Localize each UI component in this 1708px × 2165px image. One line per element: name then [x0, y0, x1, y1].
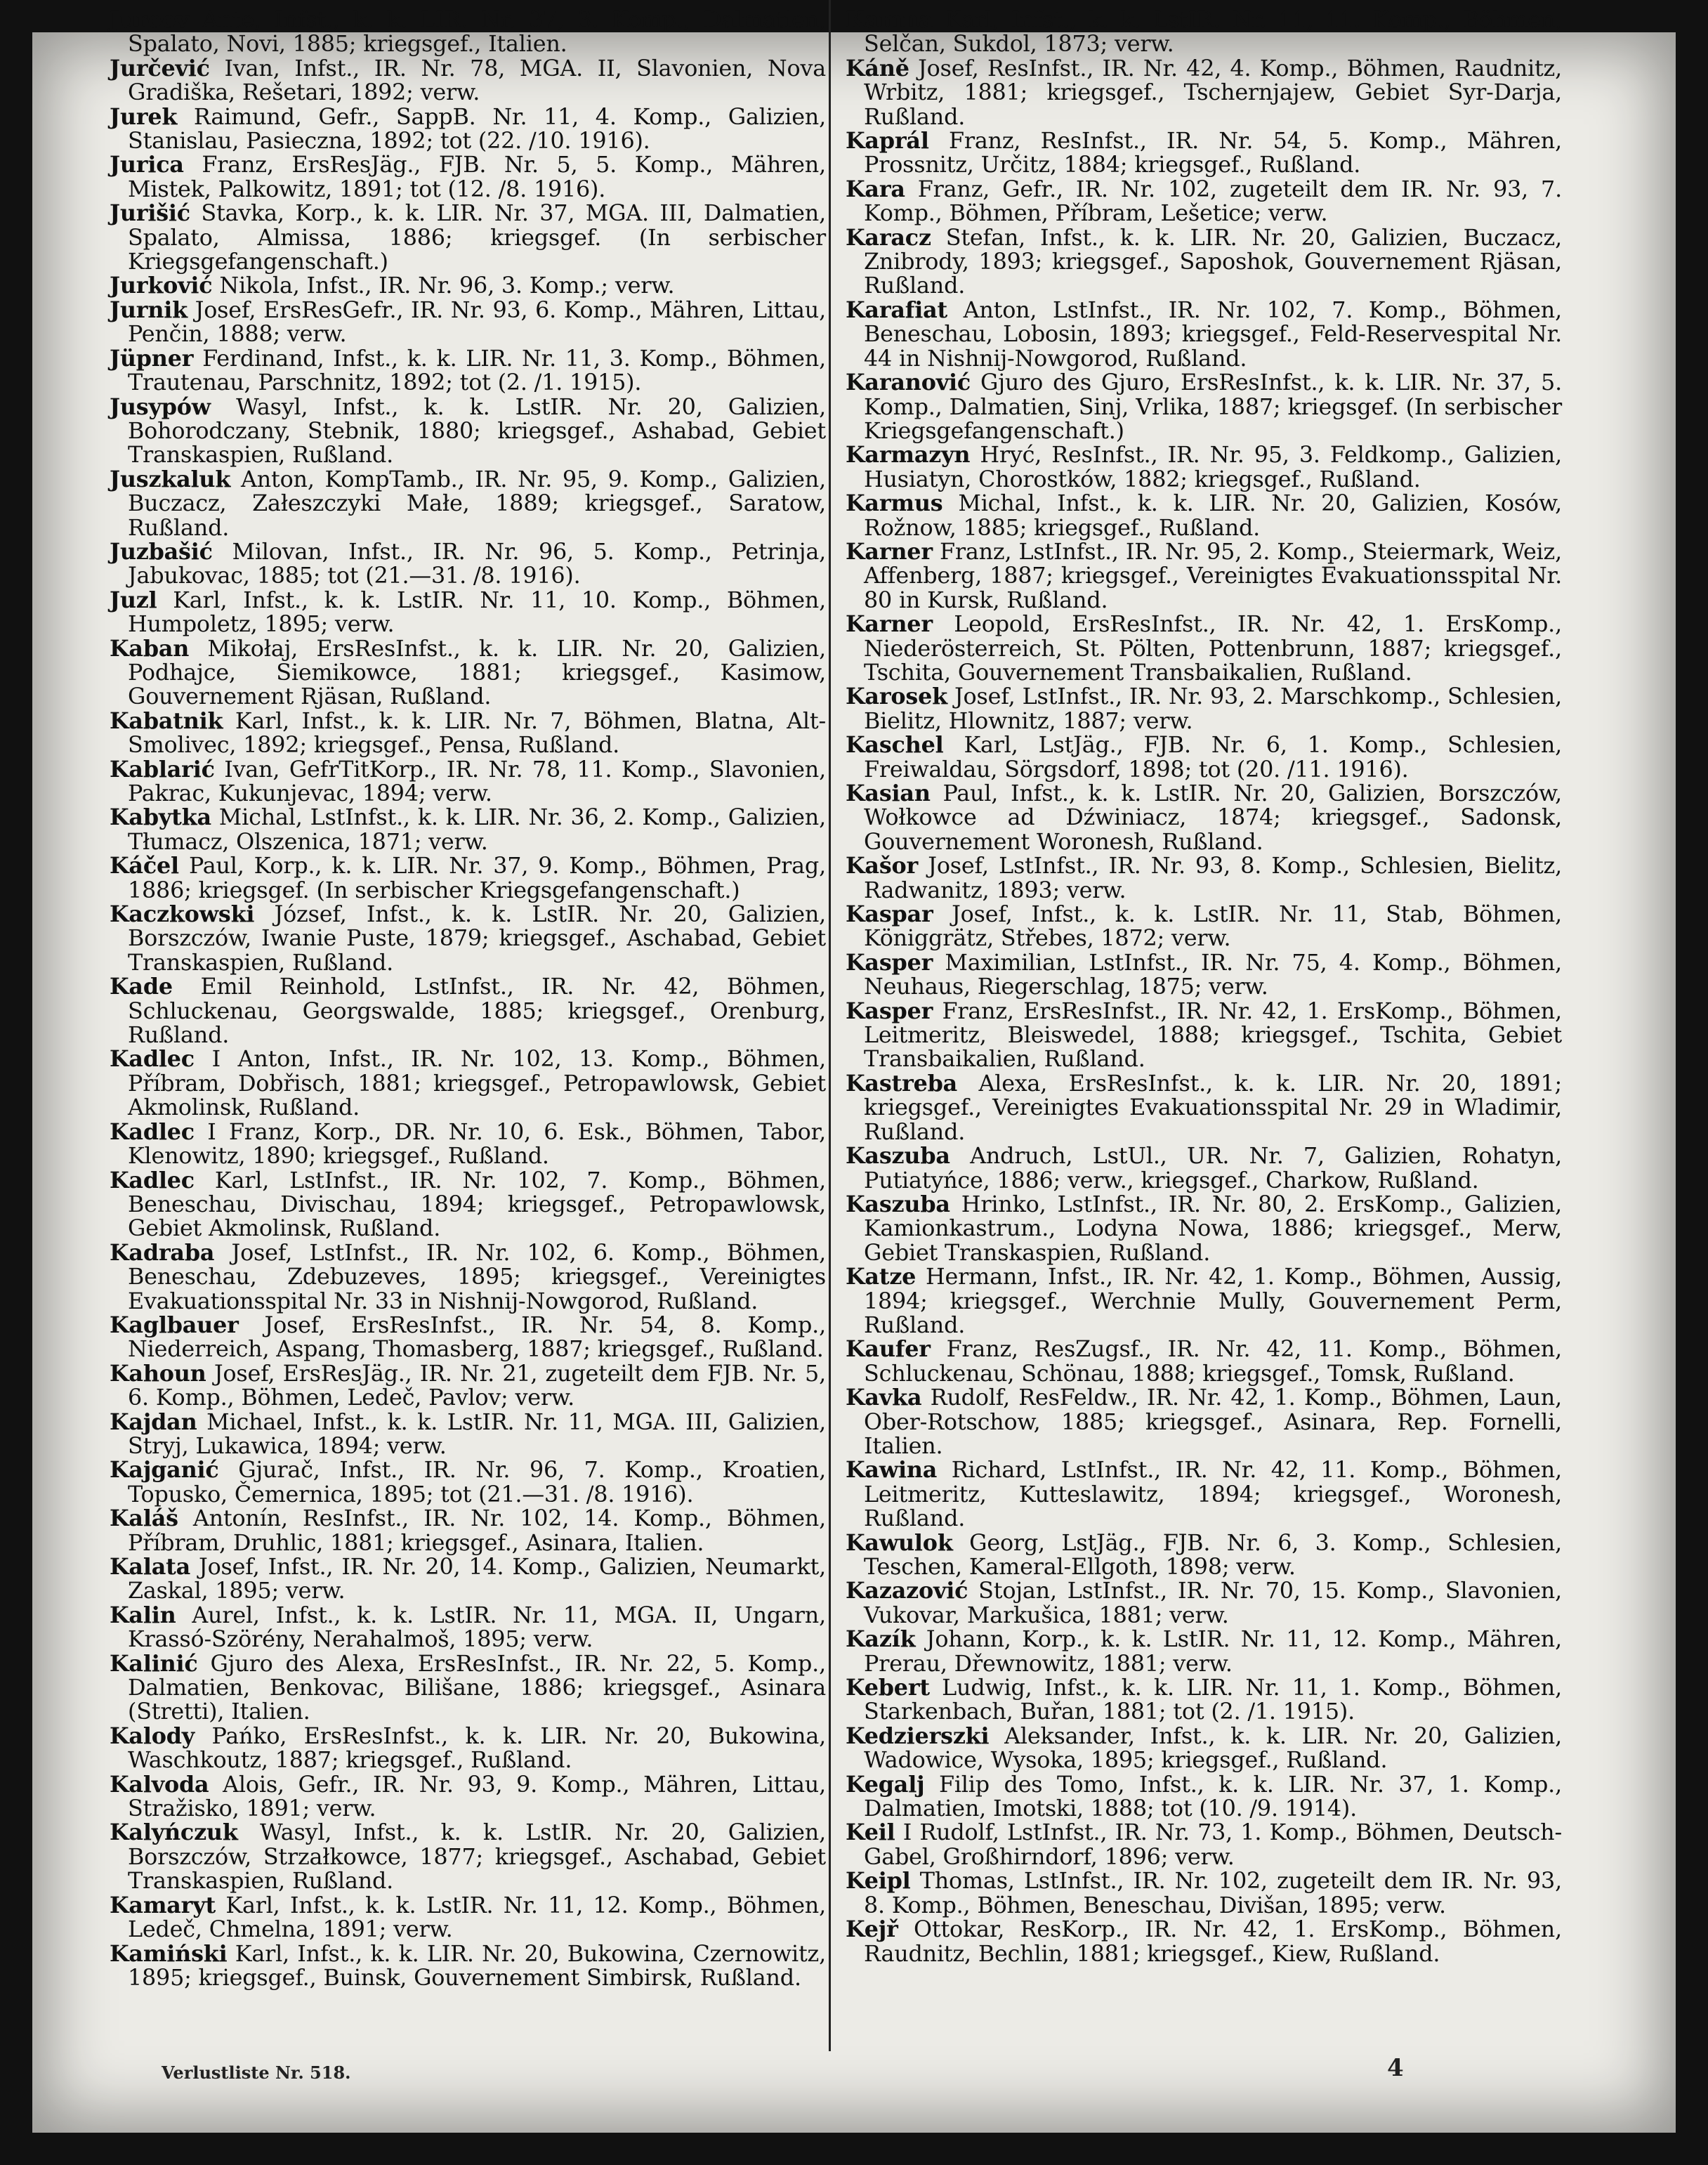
entry-details: Karl, LstJäg., FJB. Nr. 6, 1. Komp., Schlesien, Freiwaldau, Sörgsdorf, 1898; tot (20. /11. 1916).: [864, 732, 1562, 783]
entry-surname: Kamna: [846, 7, 933, 33]
column-divider: [829, 0, 831, 2051]
list-entry: [846, 1193, 1562, 1265]
entry-surname: Káčel: [110, 853, 179, 879]
entry-details: Georg, LstJäg., FJB. Nr. 6, 3. Komp., Schlesien, Teschen, Kameral-Ellgoth, 1898; verw.: [864, 1529, 1562, 1580]
list-entry: [110, 153, 826, 202]
entry-details: Franz, Gefr., IR. Nr. 102, zugeteilt dem IR. Nr. 93, 7. Komp., Böhmen, Příbram, Lešetice; verw.: [864, 176, 1562, 227]
entry-details: I Franz, Korp., DR. Nr. 10, 6. Esk., Böhmen, Tabor, Klenowitz, 1890; kriegsgef., Rußland.: [128, 1118, 826, 1170]
entry-details: Michael, Infst., k. k. LstIR. Nr. 11, MGA. III, Galizien, Stryj, Lukawica, 1894; verw.: [128, 1408, 826, 1459]
list-entry: [846, 1265, 1562, 1337]
list-entry: [846, 296, 1562, 372]
entry-surname: Káně: [846, 55, 909, 81]
list-entry: [846, 1918, 1562, 1966]
entry-details: Michal, LstInfst., k. k. LIR. Nr. 36, 2. Komp., Galizien, Tłumacz, Olszenica, 1871; verw.: [128, 804, 826, 855]
entry-details: Filip des Tomo, Infst., k. k. LIR. Nr. 37, 1. Komp., Dalmatien, Imotski, 1888; tot (10. /9. 1914).: [864, 1771, 1562, 1822]
list-entry: [846, 1337, 1562, 1386]
entry-surname: Kahoun: [110, 1360, 206, 1387]
entry-surname: Kajdan: [110, 1408, 197, 1435]
entry-details: Richard, LstInfst., IR. Nr. 42, 11. Komp., Böhmen, Leitmeritz, Kutteslawitz, 1894; kriegsgef., Woronesh, Rußland.: [864, 1457, 1562, 1532]
entry-surname: Jurković: [110, 273, 213, 299]
entry-surname: Kajganić: [110, 1457, 219, 1484]
entry-surname: Kaspar: [846, 901, 933, 928]
list-entry: [110, 709, 826, 758]
list-entry: [110, 1507, 826, 1555]
entry-surname: Kasian: [846, 780, 931, 806]
list-entry: [110, 806, 826, 854]
entry-surname: Juzl: [110, 587, 157, 613]
list-entry: [110, 1408, 826, 1459]
list-entry: [846, 685, 1562, 733]
entry-surname: Kaláš: [110, 1505, 178, 1532]
entry-details: Ante, Infst., k. k. LIR. Nr. 37, 3. Komp., Dalmatien, Spalato, Novi, 1885; kriegsgef., Italien.: [128, 7, 826, 58]
entry-surname: Kastreba: [846, 1070, 958, 1097]
entry-surname: Jurek: [110, 103, 178, 130]
list-entry: [110, 1362, 826, 1411]
list-entry: [110, 468, 826, 540]
list-entry: [846, 57, 1562, 129]
entry-details: Gjuro des Alexa, ErsResInfst., IR. Nr. 22, 5. Komp., Dalmatien, Benkovac, Bilišane, 1886; kriegsgef., Asinara (Stretti), Italien.: [128, 1650, 826, 1725]
entry-details: Thomas, LstInfst., IR. Nr. 102, zugeteilt dem IR. Nr. 93, 8. Komp., Böhmen, Beneschau, Divišan, 1895; verw.: [864, 1868, 1562, 1918]
entry-surname: Kasper: [846, 949, 933, 976]
entry-surname: Kadlec: [110, 1046, 195, 1073]
list-entry: [110, 589, 826, 637]
entry-details: Alois, Gefr., IR. Nr. 93, 9. Komp., Mähren, Littau, Stražisko, 1891; verw.: [128, 1771, 826, 1822]
entry-details: Maximilian, LstInfst., IR. Nr. 75, 4. Komp., Böhmen, Neuhaus, Riegerschlag, 1875; verw.: [864, 949, 1562, 1000]
list-entry: [110, 274, 826, 298]
footer-list-label: Verlustliste Nr. 518.: [162, 2062, 351, 2083]
list-entry: [110, 395, 826, 468]
list-entry: [846, 1386, 1562, 1458]
left-column: [110, 8, 826, 1990]
entry-details: Gjuro des Gjuro, ErsResInfst., k. k. LIR. Nr. 37, 5. Komp., Dalmatien, Sinj, Vrlika, 1887; kriegsgef. (In serbischer Kriegsgefangenschaft.): [864, 369, 1562, 444]
entry-surname: Karner: [846, 611, 933, 638]
entry-surname: Kadlec: [110, 1167, 195, 1193]
entry-surname: Kamaryt: [110, 1892, 216, 1918]
right-column: [846, 8, 1562, 1966]
entry-details: Ivan, Infst., IR. Nr. 78, MGA. II, Slavonien, Nova Gradiška, Rešetari, 1892; verw.: [128, 55, 826, 106]
list-entry: [846, 951, 1562, 1000]
list-entry: [110, 1169, 826, 1241]
list-entry: [846, 854, 1562, 903]
entry-surname: Karmus: [846, 490, 943, 517]
entry-details: Karl, Infst., k. k. LstIR. Nr. 11, 10. Komp., Böhmen, Humpoletz, 1895; verw.: [128, 587, 826, 638]
entry-surname: Jurica: [110, 152, 184, 178]
list-entry: [110, 1241, 826, 1314]
entry-surname: Kade: [110, 974, 173, 1000]
entry-details: Franz, ResZugsf., IR. Nr. 42, 11. Komp., Böhmen, Schluckenau, Schönau, 1888; kriegsgef., Tomsk, Rußland.: [864, 1336, 1562, 1387]
entry-surname: Kegalj: [846, 1771, 925, 1798]
entry-surname: Kaban: [110, 635, 190, 662]
entry-surname: Kasper: [846, 998, 933, 1024]
entry-surname: Kaschel: [846, 732, 944, 759]
entry-surname: Kadraba: [110, 1239, 215, 1266]
list-entry: [846, 1531, 1562, 1580]
list-entry: [110, 8, 826, 57]
list-entry: [846, 492, 1562, 540]
list-entry: [110, 105, 826, 154]
entry-details: Karl, Infst., k. k. LIR. Nr. 7, Böhmen, Blatna, Alt-Smolivec, 1892; kriegsgef., Pensa, Rußland.: [128, 707, 826, 759]
entry-details: Pańko, ErsResInfst., k. k. LIR. Nr. 20, Bukowina, Waschkoutz, 1887; kriegsgef., Rußland.: [128, 1722, 826, 1774]
entry-surname: Kalvoda: [110, 1771, 209, 1798]
entry-details: Johann, Korp., k. k. LstIR. Nr. 11, 12. Komp., Mähren, Prerau, Dřewnowitz, 1881; verw.: [864, 1626, 1562, 1677]
entry-details: Stefan, Infst., k. k. LIR. Nr. 20, Galizien, Buczacz, Znibrody, 1893; kriegsgef., Saposhok, Gouvernement Rjäsan, Rußland.: [864, 224, 1562, 299]
list-entry: [846, 8, 1562, 57]
entry-details: I Anton, Infst., IR. Nr. 102, 13. Komp., Böhmen, Příbram, Dobřisch, 1881; kriegsgef., Petropawlowsk, Gebiet Akmolinsk, Rußland.: [128, 1046, 826, 1121]
list-entry: [846, 1579, 1562, 1628]
entry-surname: Kablarić: [110, 756, 215, 783]
list-entry: [110, 1773, 826, 1821]
entry-details: Karl, Infst., k. k. LstIR. Nr. 11, 12. Komp., Böhmen, Ledeč, Chmelna, 1891; verw.: [128, 1892, 826, 1943]
list-entry: [846, 371, 1562, 443]
list-entry: [110, 1722, 826, 1774]
list-entry: [846, 1458, 1562, 1531]
entry-details: Raimund, Gefr., SappB. Nr. 11, 4. Komp., Galizien, Stanislau, Pasieczna, 1892; tot (22. /10. 1916).: [128, 103, 826, 155]
list-entry: [110, 975, 826, 1047]
entry-details: Karl, Infst., k. k. LstIR. Nr. 11, 11. Komp., Böhmen, Selčan, Sukdol, 1873; verw.: [864, 7, 1562, 58]
entry-surname: Jurnik: [110, 296, 188, 323]
entry-surname: Kejř: [846, 1916, 898, 1943]
list-entry: [110, 202, 826, 274]
entry-surname: Kaszuba: [846, 1191, 950, 1217]
list-entry: [846, 1628, 1562, 1676]
entry-details: Mikołaj, ErsResInfst., k. k. LIR. Nr. 20, Galizien, Podhajce, Siemikowce, 1881; kriegsgef., Kasimow, Gouvernement Rjäsan, Rußland.: [128, 635, 826, 710]
list-entry: [110, 758, 826, 806]
list-entry: [846, 1000, 1562, 1072]
entry-surname: Katze: [846, 1264, 917, 1290]
entry-surname: Jurišić: [110, 200, 190, 227]
entry-surname: Kara: [846, 176, 905, 202]
list-entry: [846, 782, 1562, 854]
entry-details: Hryć, ResInfst., IR. Nr. 95, 3. Feldkomp., Galizien, Husiatyn, Chorostków, 1882; kriegsgef., Rußland.: [864, 442, 1562, 492]
entry-surname: Karafiat: [846, 296, 948, 323]
entry-surname: Karanović: [846, 369, 971, 396]
list-entry: [110, 1894, 826, 1942]
entry-details: Aurel, Infst., k. k. LstIR. Nr. 11, MGA. II, Ungarn, Krassó-Szörény, Nerahalmoš, 1895; verw.: [128, 1602, 826, 1653]
entry-surname: Kawina: [846, 1457, 938, 1484]
entry-surname: Kamiński: [110, 1940, 228, 1967]
entry-details: Ottokar, ResKorp., IR. Nr. 42, 1. ErsKomp., Böhmen, Raudnitz, Bechlin, 1881; kriegsgef., Kiew, Rußland.: [864, 1916, 1562, 1967]
list-entry: [846, 613, 1562, 685]
list-entry: [110, 540, 826, 589]
entry-surname: Kalyńczuk: [110, 1819, 238, 1846]
entry-details: Rudolf, ResFeldw., IR. Nr. 42, 1. Komp., Böhmen, Laun, Ober-Rotschow, 1885; kriegsgef., Asinara, Rep. Fornelli, Italien.: [864, 1385, 1562, 1459]
entry-surname: Kaczkowski: [110, 901, 255, 928]
entry-details: Paul, Korp., k. k. LIR. Nr. 37, 9. Komp., Böhmen, Prag, 1886; kriegsgef. (In serbischer Kriegsgefangenschaft.): [128, 853, 826, 903]
entry-details: Ivan, GefrTitKorp., IR. Nr. 78, 11. Komp., Slavonien, Pakrac, Kukunjevac, 1894; verw.: [128, 756, 826, 806]
entry-details: Josef, Infst., IR. Nr. 20, 14. Komp., Galizien, Neumarkt, Zaskal, 1895; verw.: [128, 1554, 826, 1604]
entry-details: Wasyl, Infst., k. k. LstIR. Nr. 20, Galizien, Borszczów, Strzałkowce, 1877; kriegsgef., Aschabad, Gebiet Transkaspien, Rußland.: [128, 1819, 826, 1895]
list-entry: [110, 347, 826, 395]
entry-surname: Karacz: [846, 224, 931, 251]
entry-surname: Karosek: [846, 683, 947, 710]
entry-details: Milovan, Infst., IR. Nr. 96, 5. Komp., Petrinja, Jabukovac, 1885; tot (21.—31. /8. 1916).: [128, 538, 826, 589]
entry-surname: Kaszuba: [846, 1143, 950, 1170]
entry-surname: Kawulok: [846, 1529, 953, 1556]
entry-details: Leopold, ErsResInfst., IR. Nr. 42, 1. ErsKomp., Niederösterreich, St. Pölten, Pottenbrunn, 1887; kriegsgef., Tschita, Gouvernement Transbaikalien, Rußland.: [864, 611, 1562, 686]
entry-details: Franz, ResInfst., IR. Nr. 54, 5. Komp., Mähren, Prossnitz, Určitz, 1884; kriegsgef., Rußland.: [864, 128, 1562, 178]
entry-surname: Kašor: [846, 853, 919, 879]
entry-surname: Kalata: [110, 1554, 191, 1580]
entry-surname: Kaglbauer: [110, 1312, 239, 1338]
list-entry: [110, 57, 826, 105]
entry-details: Ferdinand, Infst., k. k. LIR. Nr. 11, 3. Komp., Böhmen, Trautenau, Parschnitz, 1892; tot (2. /1. 1915).: [128, 345, 826, 396]
entry-surname: Juzbašić: [110, 538, 213, 565]
entry-details: Andruch, LstUl., UR. Nr. 7, Galizien, Rohatyn, Putiatyńce, 1886; verw., kriegsgef., Charkow, Rußland.: [864, 1143, 1562, 1193]
entry-details: Josef, ResInfst., IR. Nr. 42, 4. Komp., Böhmen, Raudnitz, Wrbitz, 1881; kriegsgef., Tschernjajew, Gebiet Syr-Darja, Rußland.: [864, 55, 1562, 130]
entry-surname: Kebert: [846, 1675, 930, 1701]
entry-surname: Kaprál: [846, 128, 929, 155]
list-entry: [846, 540, 1562, 613]
entry-details: Josef, LstInfst., IR. Nr. 93, 8. Komp., Schlesien, Bielitz, Radwanitz, 1893; verw.: [864, 853, 1562, 903]
list-entry: [846, 1773, 1562, 1821]
list-entry: [110, 296, 826, 348]
list-entry: [110, 903, 826, 975]
entry-surname: Juszkaluk: [110, 466, 231, 492]
entry-details: Anton, KompTamb., IR. Nr. 95, 9. Komp., Galizien, Buczacz, Załeszczyki Małe, 1889; kriegsgef., Saratow, Rußland.: [128, 466, 826, 541]
list-entry: [846, 1869, 1562, 1918]
list-entry: [110, 1047, 826, 1120]
entry-details: Gjurač, Infst., IR. Nr. 96, 7. Komp., Kroatien, Topusko, Čemernica, 1895; tot (21.—31. /8. 1916).: [128, 1457, 826, 1507]
list-entry: [846, 1676, 1562, 1725]
entry-details: Josef, ErsResInfst., IR. Nr. 54, 8. Komp., Niederreich, Aspang, Thomasberg, 1887; kriegsgef., Rußland.: [128, 1312, 826, 1363]
list-entry: [110, 854, 826, 903]
list-entry: [846, 1821, 1562, 1869]
list-entry: [846, 443, 1562, 492]
entry-surname: Kalin: [110, 1602, 176, 1628]
entry-details: Karl, Infst., k. k. LIR. Nr. 20, Bukowina, Czernowitz, 1895; kriegsgef., Buinsk, Gouvernement Simbirsk, Rußland.: [128, 1940, 826, 1991]
list-entry: [846, 1144, 1562, 1193]
entry-details: Franz, ErsResJäg., FJB. Nr. 5, 5. Komp., Mähren, Mistek, Palkowitz, 1891; tot (12. /8. 1916).: [128, 152, 826, 202]
entry-details: Hermann, Infst., IR. Nr. 42, 1. Komp., Böhmen, Aussig, 1894; kriegsgef., Werchnie Mully, Gouvernement Perm, Rußland.: [864, 1264, 1562, 1338]
list-entry: [846, 1722, 1562, 1774]
entry-details: Josef, Infst., k. k. LstIR. Nr. 11, Stab, Böhmen, Königgrätz, Střebes, 1872; verw.: [864, 901, 1562, 952]
entry-surname: Kazazović: [846, 1578, 968, 1604]
entry-details: Josef, ErsResJäg., IR. Nr. 21, zugeteilt dem FJB. Nr. 5, 6. Komp., Böhmen, Ledeč, Pavlov; verw.: [128, 1360, 826, 1411]
list-entry: [110, 1942, 826, 1991]
entry-details: Michal, Infst., k. k. LIR. Nr. 20, Galizien, Kosów, Rožnow, 1885; kriegsgef., Rußland.: [864, 490, 1562, 541]
entry-details: Franz, ErsResInfst., IR. Nr. 42, 1. ErsKomp., Böhmen, Leitmeritz, Bleiswedel, 1888; kriegsgef., Tschita, Gebiet Transbaikalien, Rußland.: [864, 998, 1562, 1073]
list-entry: [110, 1604, 826, 1652]
entry-surname: Jurčević: [110, 55, 210, 81]
list-entry: [846, 733, 1562, 782]
entry-surname: Kavka: [846, 1385, 922, 1411]
list-entry: [110, 637, 826, 709]
list-entry: [110, 1821, 826, 1893]
list-entry: [110, 1652, 826, 1725]
entry-details: Alexa, ErsResInfst., k. k. LIR. Nr. 20, 1891; kriegsgef., Vereinigtes Evakuationsspital Nr. 29 in Wladimir, Rußland.: [864, 1070, 1562, 1145]
entry-surname: Kaufer: [846, 1336, 931, 1363]
entry-surname: Kabatnik: [110, 707, 223, 734]
list-entry: [110, 1314, 826, 1362]
list-entry: [846, 903, 1562, 951]
entry-details: Aleksander, Infst., k. k. LIR. Nr. 20, Galizien, Wadowice, Wysoka, 1895; kriegsgef., Rußland.: [864, 1722, 1562, 1774]
list-entry: [846, 178, 1562, 226]
entry-details: József, Infst., k. k. LstIR. Nr. 20, Galizien, Borszczów, Iwanie Puste, 1879; kriegsgef., Aschabad, Gebiet Transkaspien, Rußland.: [128, 901, 826, 976]
list-entry: [846, 226, 1562, 299]
entry-surname: Keipl: [846, 1868, 911, 1895]
entry-surname: Jureev: [110, 7, 189, 33]
entry-details: Wasyl, Infst., k. k. LstIR. Nr. 20, Galizien, Bohorodczany, Stebnik, 1880; kriegsgef., Ashabad, Gebiet Transkaspien, Rußland.: [128, 393, 826, 469]
entry-details: Paul, Infst., k. k. LstIR. Nr. 20, Galizien, Borszczów, Wołkowce ad Dźwiniacz, 1874; kriegsgef., Sadonsk, Gouvernement Woronesh, Rußland.: [864, 780, 1562, 855]
list-entry: [110, 1458, 826, 1507]
entry-surname: Kalinić: [110, 1650, 198, 1677]
entry-details: Stojan, LstInfst., IR. Nr. 70, 15. Komp., Slavonien, Vukovar, Markušica, 1881; verw.: [864, 1578, 1562, 1628]
entry-details: Antonín, ResInfst., IR. Nr. 102, 14. Komp., Böhmen, Příbram, Druhlic, 1881; kriegsgef., Asinara, Italien.: [128, 1505, 826, 1556]
entry-details: Emil Reinhold, LstInfst., IR. Nr. 42, Böhmen, Schluckenau, Georgswalde, 1885; kriegsgef., Orenburg, Rußland.: [128, 974, 826, 1049]
footer-page-number: 4: [1387, 2054, 1404, 2082]
entry-details: Karl, LstInfst., IR. Nr. 102, 7. Komp., Böhmen, Beneschau, Divischau, 1894; kriegsgef., Petropawlowsk, Gebiet Akmolinsk, Rußland.: [128, 1167, 826, 1242]
entry-surname: Kabytka: [110, 804, 211, 831]
entry-details: Franz, LstInfst., IR. Nr. 95, 2. Komp., Steiermark, Weiz, Affenberg, 1887; kriegsgef., Vereinigtes Evakuationsspital Nr. 80 in Kursk, Rußland.: [864, 538, 1562, 613]
entry-details: Nikola, Infst., IR. Nr. 96, 3. Komp.; verw.: [212, 273, 675, 299]
list-entry: [110, 1120, 826, 1169]
entry-details: Stavka, Korp., k. k. LIR. Nr. 37, MGA. III, Dalmatien, Spalato, Almissa, 1886; kriegsgef. (In serbischer Kriegsgefangenschaft.): [128, 200, 826, 275]
list-entry: [110, 1555, 826, 1604]
entry-details: I Rudolf, LstInfst., IR. Nr. 73, 1. Komp., Böhmen, Deutsch-Gabel, Großhirndorf, 1896; verw.: [864, 1819, 1562, 1870]
entry-surname: Jusypów: [110, 393, 211, 420]
entry-surname: Kazík: [846, 1626, 916, 1653]
entry-details: Josef, LstInfst., IR. Nr. 102, 6. Komp., Böhmen, Beneschau, Zdebuzeves, 1895; kriegsgef., Vereinigtes Evakuationsspital Nr. 33 in Nishnij-Nowgorod, Rußland.: [128, 1239, 826, 1314]
entry-surname: Jüpner: [110, 345, 194, 372]
list-entry: [846, 1072, 1562, 1144]
entry-surname: Kedzierszki: [846, 1722, 990, 1749]
entry-details: Anton, LstInfst., IR. Nr. 102, 7. Komp., Böhmen, Beneschau, Lobosin, 1893; kriegsgef., Feld-Reservespital Nr. 44 in Nishnij-Nowgorod, Rußland.: [864, 296, 1562, 372]
entry-surname: Kalody: [110, 1722, 195, 1749]
entry-details: Ludwig, Infst., k. k. LIR. Nr. 11, 1. Komp., Böhmen, Starkenbach, Buřan, 1881; tot (2. /1. 1915).: [864, 1675, 1562, 1725]
entry-surname: Kadlec: [110, 1118, 195, 1145]
entry-surname: Keil: [846, 1819, 895, 1846]
entry-details: Hrinko, LstInfst., IR. Nr. 80, 2. ErsKomp., Galizien, Kamionkastrum., Lodyna Nowa, 1886; kriegsgef., Merw, Gebiet Transkaspien, Rußland.: [864, 1191, 1562, 1266]
entry-details: Josef, LstInfst., IR. Nr. 93, 2. Marschkomp., Schlesien, Bielitz, Hlownitz, 1887; verw.: [864, 683, 1562, 734]
entry-surname: Karner: [846, 538, 933, 565]
entry-surname: Karmazyn: [846, 442, 971, 469]
list-entry: [846, 129, 1562, 178]
entry-details: Josef, ErsResGefr., IR. Nr. 93, 6. Komp., Mähren, Littau, Penčin, 1888; verw.: [128, 296, 826, 348]
